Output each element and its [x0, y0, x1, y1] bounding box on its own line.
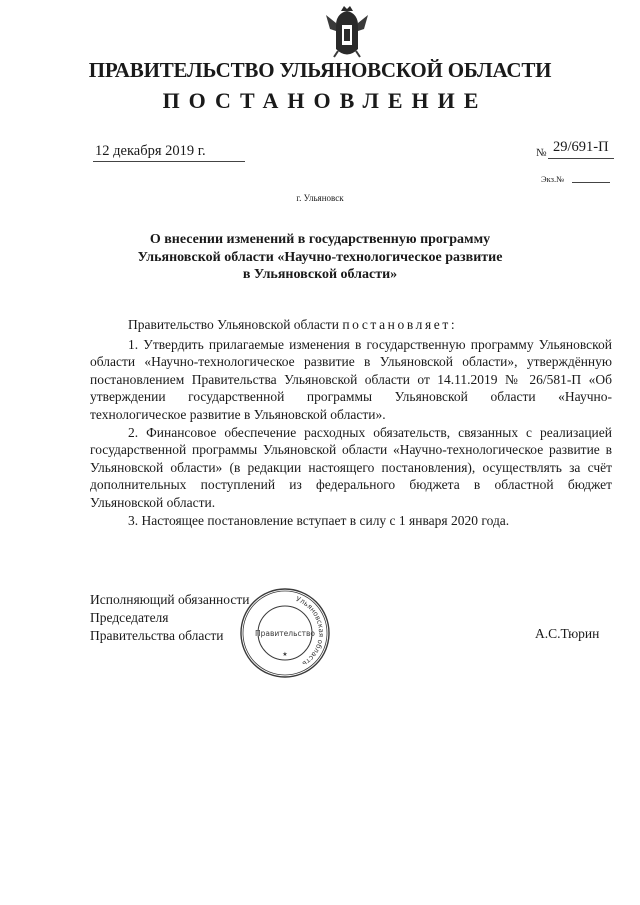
seal-outer-text: Ульяновская область — [294, 595, 326, 668]
city: г. Ульяновск — [296, 193, 344, 203]
decree-word: постановляет: — [342, 317, 458, 332]
number-underline — [548, 158, 614, 159]
subject-line-2: Ульяновской области «Научно-технологическое развитие — [137, 249, 503, 265]
svg-text:★: ★ — [282, 651, 288, 658]
coat-of-arms-icon — [322, 5, 372, 63]
subject-line-3: в Ульяновской области» — [242, 267, 398, 282]
document-number: 29/691-П — [553, 139, 609, 155]
subject-line-1: О внесении изменений в государственную программу — [149, 232, 491, 247]
document-body — [90, 316, 612, 529]
copy-number-label: Экз.№ — [541, 174, 565, 184]
paragraph-2: 2. Финансовое обеспечение расходных обязательств, связанных с реализацией государственной программы Ульяновской области «Научно-технологическое развитие в Ульяновской области» (в редакции настоящего постановления), осуществлять за счёт дополнительных поступлений из федерального бюджета в областной бюджет Ульяновской области. — [90, 424, 612, 510]
signatory-position — [90, 591, 249, 644]
number-prefix: № — [536, 147, 547, 159]
official-seal-stamp-icon — [238, 586, 332, 680]
signatory-name: А.С.Тюрин — [535, 626, 600, 641]
document-date: 12 декабря 2019 г. — [95, 143, 206, 159]
date-underline — [93, 161, 245, 162]
government-title: ПРАВИТЕЛЬСТВО УЛЬЯНОВСКОЙ ОБЛАСТИ — [88, 58, 552, 82]
copy-number-line — [572, 182, 610, 183]
seal-inner-text: Правительство — [255, 629, 315, 638]
intro-text: Правительство Ульяновской области — [128, 317, 343, 332]
paragraph-1: 1. Утвердить прилагаемые изменения в государственную программу Ульяновской области «Научно-технологическое развитие в Ульяновской области», утверждённую постановлением Правительства Ульяновской области от 14.11.2019 № 26/581-П «Об утверждении государственной программы Ульяновской области «Научно-технологическое развитие в Ульяновской области». — [90, 336, 612, 422]
signatory-line-3: Правительства области — [90, 627, 224, 643]
document-type-heading: ПОСТАНОВЛЕНИЕ — [162, 88, 488, 113]
signatory-line-2: Председателя — [90, 609, 169, 625]
intro-paragraph — [90, 316, 612, 334]
paragraph-3: 3. Настоящее постановление вступает в силу с 1 января 2020 года. — [128, 512, 510, 528]
document-subject — [120, 231, 520, 284]
signatory-line-1: Исполняющий обязанности — [90, 592, 250, 607]
